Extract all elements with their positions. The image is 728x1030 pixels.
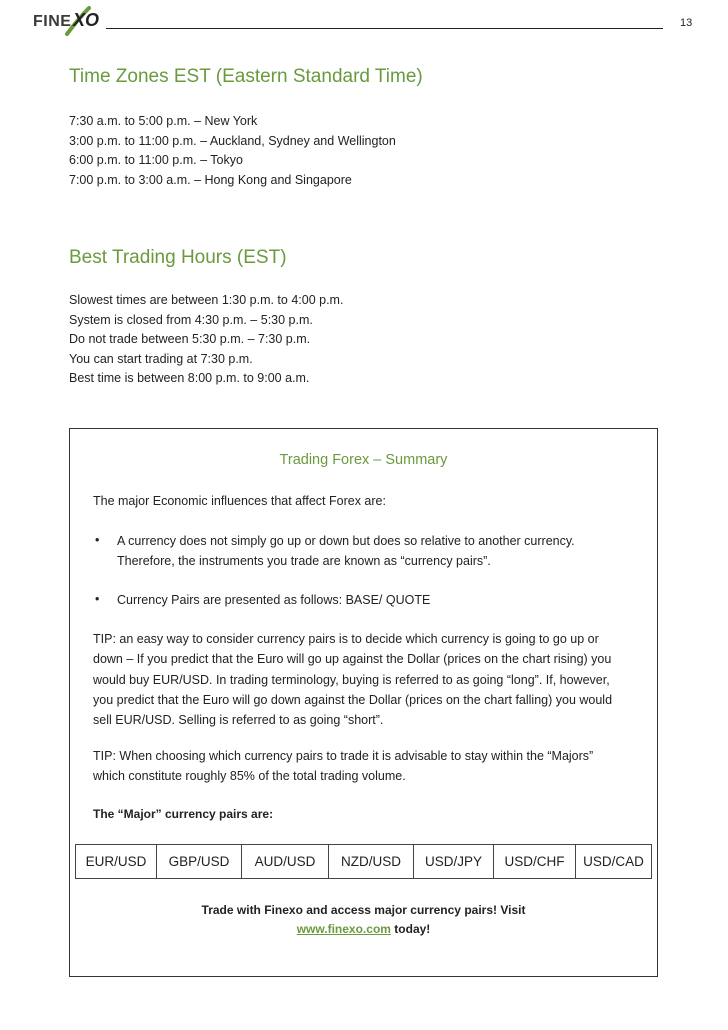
cta-line-2 — [70, 922, 657, 936]
trading-hours-line: System is closed from 4:30 p.m. – 5:30 p.m. — [69, 312, 313, 327]
time-zone-line: 7:00 p.m. to 3:00 a.m. – Hong Kong and Singapore — [69, 172, 352, 187]
time-zone-line: 3:00 p.m. to 11:00 p.m. – Auckland, Sydney and Wellington — [69, 133, 396, 148]
tip-paragraph-1 — [93, 629, 648, 730]
currency-pair-cell: NZD/USD — [329, 845, 414, 878]
header-divider — [106, 28, 663, 29]
time-zones-list — [69, 112, 396, 190]
trading-hours-line: Do not trade between 5:30 p.m. – 7:30 p.m. — [69, 332, 311, 347]
finexo-link[interactable]: www.finexo.com — [296, 922, 391, 936]
tip-line: you predict that the Euro will go down against the Dollar (prices on the chart falling) you would — [93, 692, 613, 707]
tip-line: which constitute roughly 85% of the total trading volume. — [93, 769, 406, 784]
logo — [33, 4, 105, 38]
currency-pairs-table — [75, 844, 652, 879]
tip-line: sell EUR/USD. Selling is referred to as going “short”. — [93, 713, 384, 728]
logo-text-fine: FINE — [33, 13, 72, 30]
bullet-line: Therefore, the instruments you trade are known as “currency pairs”. — [117, 554, 491, 568]
bullet-line: A currency does not simply go up or down but does so relative to another currency. — [117, 534, 575, 548]
bullet-marker: • — [95, 592, 100, 606]
cta-tail: today! — [390, 922, 431, 936]
trading-hours-title: Best Trading Hours (EST) — [69, 247, 287, 268]
tip-line: TIP: When choosing which currency pairs to trade it is advisable to stay within the “Majors” — [93, 749, 594, 763]
majors-heading: The “Major” currency pairs are: — [93, 807, 274, 821]
currency-pair-cell: USD/CAD — [583, 854, 644, 869]
page-number: 13 — [680, 17, 693, 29]
currency-pair-cell: GBP/USD — [157, 845, 242, 878]
tip-line: down – If you predict that the Euro will go up against the Dollar (prices on the chart rising) you — [93, 652, 612, 667]
currency-pair-cell: USD/CHF — [494, 845, 576, 878]
trading-hours-line: Slowest times are between 1:30 p.m. to 4:00 p.m. — [69, 293, 344, 307]
trading-hours-list — [69, 291, 343, 389]
summary-intro: The major Economic influences that affect Forex are: — [93, 494, 386, 508]
bullet-marker: • — [95, 533, 100, 547]
currency-pair-cell: EUR/USD — [76, 845, 157, 878]
cta-line: Trade with Finexo and access major currency pairs! Visit — [201, 903, 526, 917]
bullet-item — [117, 531, 575, 571]
summary-title: Trading Forex – Summary — [279, 452, 448, 468]
tip-line: TIP: an easy way to consider currency pairs is to decide which currency is going to go up or — [93, 632, 599, 646]
currency-pair-cell: USD/JPY — [414, 845, 494, 878]
tip-line: would buy EUR/USD. In trading terminology, buying is referred to as going “long”. If, however, — [93, 672, 610, 687]
currency-pair-cell: AUD/USD — [242, 845, 329, 878]
time-zones-title: Time Zones EST (Eastern Standard Time) — [69, 66, 423, 87]
logo-text-xo: XO — [73, 10, 100, 30]
time-zone-line: 7:30 a.m. to 5:00 p.m. – New York — [69, 114, 258, 128]
bullet-item: Currency Pairs are presented as follows: BASE/ QUOTE — [117, 593, 431, 607]
trading-hours-line: You can start trading at 7:30 p.m. — [69, 351, 253, 366]
summary-box — [69, 428, 658, 977]
tip-paragraph-2 — [93, 746, 648, 787]
time-zone-line: 6:00 p.m. to 11:00 p.m. – Tokyo — [69, 153, 243, 168]
trading-hours-line: Best time is between 8:00 p.m. to 9:00 a.m. — [69, 371, 310, 386]
